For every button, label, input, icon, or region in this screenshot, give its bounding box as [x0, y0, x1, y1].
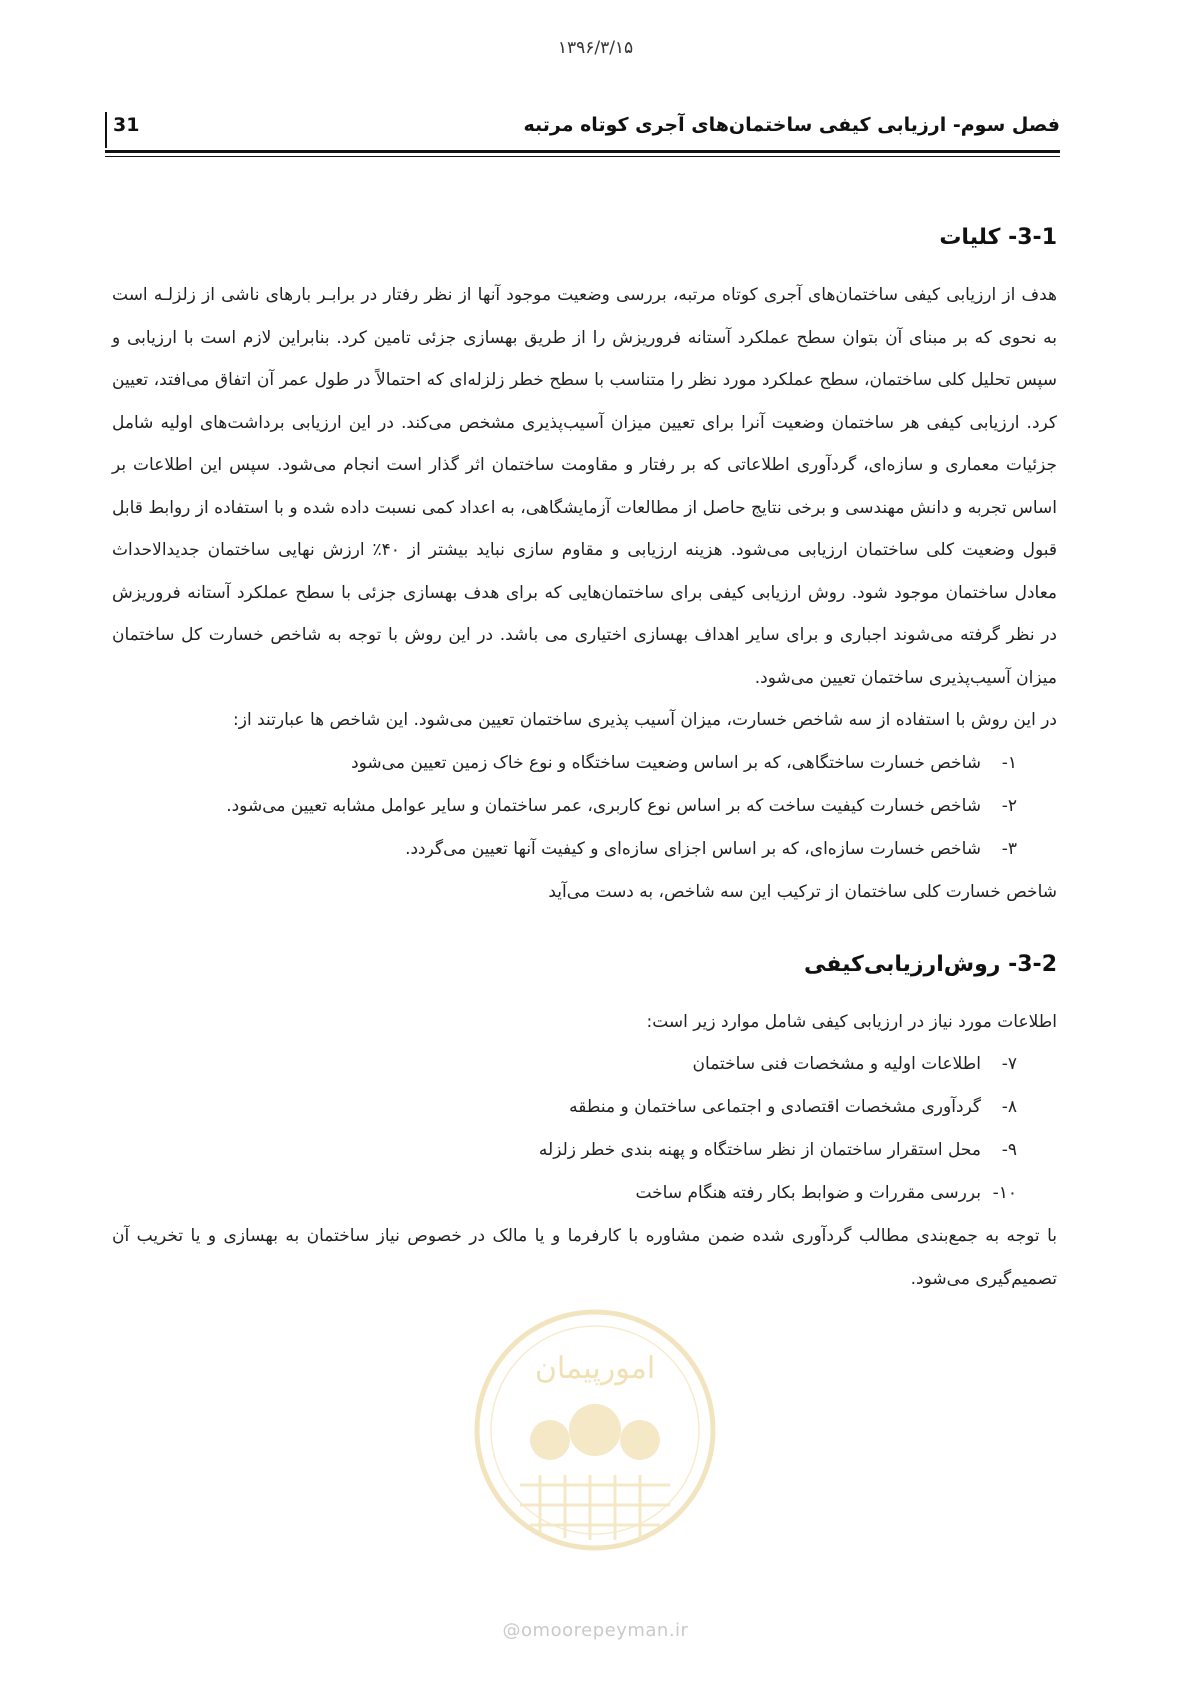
list-item-number: ۲-	[1001, 795, 1017, 816]
list-item	[112, 1086, 1017, 1129]
watermark-logo	[465, 1300, 725, 1560]
watermark-logo-text: امورپیمان	[534, 1351, 656, 1386]
requirements-intro: اطلاعات مورد نیاز در ارزیابی کیفی شامل موارد زیر است:	[646, 1011, 1057, 1032]
general-paragraph: هدف از ارزیابی کیفی ساختمان‌های آجری کوتاه مرتبه، بررسی وضعیت موجود آنها از نظر رفتار در برابـر بارهای ناشی از زلزلـه است به نحوی که بر مبنای آن بتوان سطح عملکرد آستانه فروریزش را از طریق بهسازی جزئی تامین کرد. بنابراین لازم است با ارزیابی و سپس تحلیل کلی ساختمان، سطح عملکرد مورد نظر را متناسب با سطح خطر زلزله‌ای که احتمالاً در طول عمر آن اتفاق می‌افتد، تعیین کرد. ارزیابی کیفی هر ساختمان وضعیت آنرا برای تعیین میزان آسیب‌پذیری مشخص می‌کند. در این ارزیابی برداشت‌های اولیه شامل جزئیات معماری و سازه‌ای، گردآوری اطلاعاتی که بر رفتار و مقاومت ساختمان اثر گذار است انجام می‌شود. سپس این اطلاعات بر اساس تجربه و دانش مهندسی و برخی نتایج حاصل از مطالعات آزمایشگاهی، به اعداد کمی نسبت داده شده و با استفاده از روابط قابل قبول وضعیت کلی ساختمان ارزیابی می‌شود. هزینه ارزیابی و مقاوم سازی نباید بیشتر از ۴۰٪ ارزش نهایی ساختمان جدیدالاحداث معادل ساختمان موجود شود. روش ارزیابی کیفی برای ساختمان‌هایی که برای هدف بهسازی جزئی با سطح عملکرد آستانه فروریزش در نظر گرفته می‌شوند اجباری و برای سایر اهداف بهسازی اختیاری می باشد. در این روش با توجه به شاخص خسارت کل ساختمان میزان آسیب‌پذیری ساختمان تعیین می‌شود.	[112, 285, 1057, 688]
header-rule	[105, 150, 1060, 157]
list-item	[112, 742, 1017, 785]
indices-intro: در این روش با استفاده از سه شاخص خسارت، میزان آسیب پذیری ساختمان تعیین می‌شود. این شاخص ها عبارتند از:	[233, 710, 1057, 730]
section-heading-general: 3-1- کلیات	[939, 225, 1057, 250]
list-item-text: بررسی مقررات و ضوابط بکار رفته هنگام ساخت	[635, 1183, 981, 1203]
list-item-number: ۱۰-	[992, 1183, 1017, 1203]
list-item-text: محل استقرار ساختمان از نظر ساختگاه و پهنه بندی خطر زلزله	[538, 1140, 981, 1160]
list-item-number: ۹-	[1001, 1140, 1017, 1160]
list-item-number: ۳-	[1001, 838, 1017, 859]
list-item-text: گردآوری مشخصات اقتصادی و اجتماعی ساختمان و منطقه	[569, 1097, 981, 1117]
header-divider	[105, 112, 107, 148]
section-qualitative-method	[112, 952, 1057, 1301]
list-item	[112, 1129, 1017, 1172]
page-number: 31	[113, 114, 140, 136]
list-item-text: شاخص خسارت کیفیت ساخت که بر اساس نوع کاربری، عمر ساختمان و سایر عوامل مشابه تعیین می‌شود.	[226, 795, 981, 816]
list-item-text: شاخص خسارت ساختگاهی، که بر اساس وضعیت ساختگاه و نوع خاک زمین تعیین می‌شود	[351, 752, 981, 773]
requirements-list	[112, 1043, 1057, 1215]
indices-list	[112, 742, 1057, 871]
list-item-text: اطلاعات اولیه و مشخصات فنی ساختمان	[692, 1054, 981, 1074]
watermark-url: @omoorepeyman.ir	[502, 1620, 689, 1641]
decision-paragraph: با توجه به جمع‌بندی مطالب گردآوری شده ضمن مشاوره با کارفرما و یا مالک در خصوص نیاز ساختمان به بهسازی و یا تخریب آن تصمیم‌گیری می‌شود.	[112, 1226, 1057, 1289]
page-content	[112, 225, 1057, 1300]
list-item	[112, 828, 1017, 871]
running-header	[105, 112, 1060, 146]
list-item-number: ۸-	[1001, 1097, 1017, 1117]
list-item	[112, 1172, 1017, 1215]
list-item-number: ۱-	[1001, 752, 1017, 773]
chapter-title: فصل سوم- ارزیابی کیفی ساختمان‌های آجری کوتاه مرتبه	[523, 114, 1060, 136]
section-heading-method: 3-2- روش‌ارزیابی‌کیفی	[803, 951, 1057, 977]
list-item	[112, 785, 1017, 828]
list-item-number: ۷-	[1001, 1054, 1017, 1074]
list-item-text: شاخص خسارت سازه‌ای، که بر اساس اجزای سازه‌ای و کیفیت آنها تعیین می‌گردد.	[405, 838, 981, 859]
stamp-date: ۱۳۹۶/۳/۱۵	[557, 38, 634, 58]
list-item	[112, 1043, 1017, 1086]
indices-closing: شاخص خسارت کلی ساختمان از ترکیب این سه شاخص، به دست می‌آید	[548, 881, 1057, 902]
